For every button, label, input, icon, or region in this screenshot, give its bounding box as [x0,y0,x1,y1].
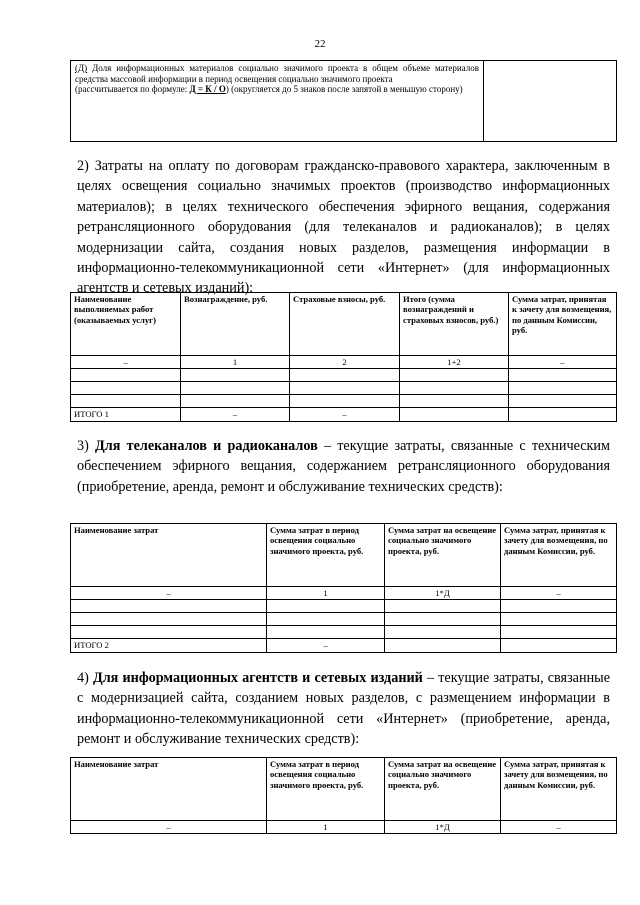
index-cell: 1*Д [385,821,501,834]
section-3-lead: 3) [77,438,96,454]
table-header-row [71,524,617,587]
table-index-row [71,587,617,600]
total-cell [385,639,501,652]
section-3-text [77,436,610,497]
total-cell: – [181,408,290,421]
total-cell: – [267,639,385,652]
header-cell: Сумма затрат на освещение социально значимого проекта, руб. [385,524,501,587]
formula-suffix: ) (округляется до 5 знаков после запятой в меньшую сторону) [225,84,463,95]
index-cell: 1 [267,821,385,834]
header-cell: Сумма затрат в период освещения социально значимого проекта, руб. [267,524,385,587]
section-4-lead: 4) [77,670,93,686]
header-cell: Сумма затрат в период освещения социально значимого проекта, руб. [267,758,385,821]
indicator-description: Доля информационных материалов социально значимого проекта в общем объеме материалов средства массовой информации в период освещения социально значимого проекта [75,63,479,84]
formula-prefix: (рассчитывается по формуле: [75,84,190,95]
index-cell: – [501,821,617,834]
table-row [71,382,617,395]
total-cell [509,408,617,421]
index-cell: 2 [290,356,400,369]
indicator-label: (Д) [75,63,88,73]
top-table-text-cell [71,61,484,142]
total-cell: ИТОГО 2 [71,639,267,652]
section-2-text: 2) Затраты на оплату по договорам гражданско-правового характера, заключенным в целях освещения социально значимых проектов (производство информационных материалов); в целях технического обеспечения эфирного вещания, содержания ретрансляционного оборудования (для телеканалов и радиоканалов); в целях модернизации сайта, создания новых разделов, размещения информации в информационно-телекоммуникационной сети «Интернет» (для информационных агентств и сетевых изданий): [77,158,610,297]
index-cell: 1+2 [400,356,509,369]
total-cell: – [290,408,400,421]
formula: Д = К / О [189,84,226,95]
index-cell: – [71,587,267,600]
section-3-bold: Для телеканалов и радиоканалов [95,438,318,454]
header-cell: Сумма затрат на освещение социально значимого проекта, руб. [385,758,501,821]
page-number: 22 [314,38,326,50]
table-index-row [71,821,617,834]
table-row [71,395,617,408]
section-4-body: – текущие затраты, связанные с модернизацией сайта, созданием новых разделов, с размещением информации в информационно-телекоммуникационной сети «Интернет» (приобретение, аренда, ремонт и обслуживание технических средств): [77,670,610,748]
header-cell: Страховые взносы, руб. [290,293,400,356]
total-cell [400,408,509,421]
total-cell: ИТОГО 1 [71,408,181,421]
section-4-bold: Для информационных агентств и сетевых изданий [92,670,423,686]
header-cell: Вознаграждение, руб. [181,293,290,356]
index-cell: 1 [181,356,290,369]
header-cell: Наименование затрат [71,524,267,587]
index-cell: – [71,356,181,369]
header-cell: Итого (сумма вознаграждений и страховых взносов, руб.) [400,293,509,356]
top-table-value-cell [484,61,617,142]
table-row [71,369,617,382]
table-row [71,626,617,639]
index-cell: 1*Д [385,587,501,600]
section-2-table [70,292,617,422]
total-cell [501,639,617,652]
header-cell: Наименование затрат [71,758,267,821]
table-row [71,613,617,626]
table-total-row [71,408,617,421]
table-total-row [71,639,617,652]
table-header-row [71,758,617,821]
top-table [70,60,617,142]
index-cell: – [71,821,267,834]
header-cell: Сумма затрат, принятая к зачету для возмещения, по данным Комиссии, руб. [501,524,617,587]
header-cell: Наименование выполняемых работ (оказываемых услуг) [71,293,181,356]
table-index-row [71,356,617,369]
index-cell: 1 [267,587,385,600]
section-3-table [70,523,617,653]
header-cell: Сумма затрат, принятая к зачету для возмещения, по данным Комиссии, руб. [509,293,617,356]
index-cell: – [501,587,617,600]
header-cell: Сумма затрат, принятая к зачету для возмещения, по данным Комиссии, руб. [501,758,617,821]
table-header-row [71,293,617,356]
table-row [71,600,617,613]
section-4-text [77,668,610,750]
index-cell: – [509,356,617,369]
section-4-table [70,757,617,834]
section-3-body: – текущие затраты, связанные с техническим обеспечением эфирного вещания, содержанием ретрансляционного оборудования (приобретение, аренда, ремонт и обслуживание технических средств): [77,438,610,495]
